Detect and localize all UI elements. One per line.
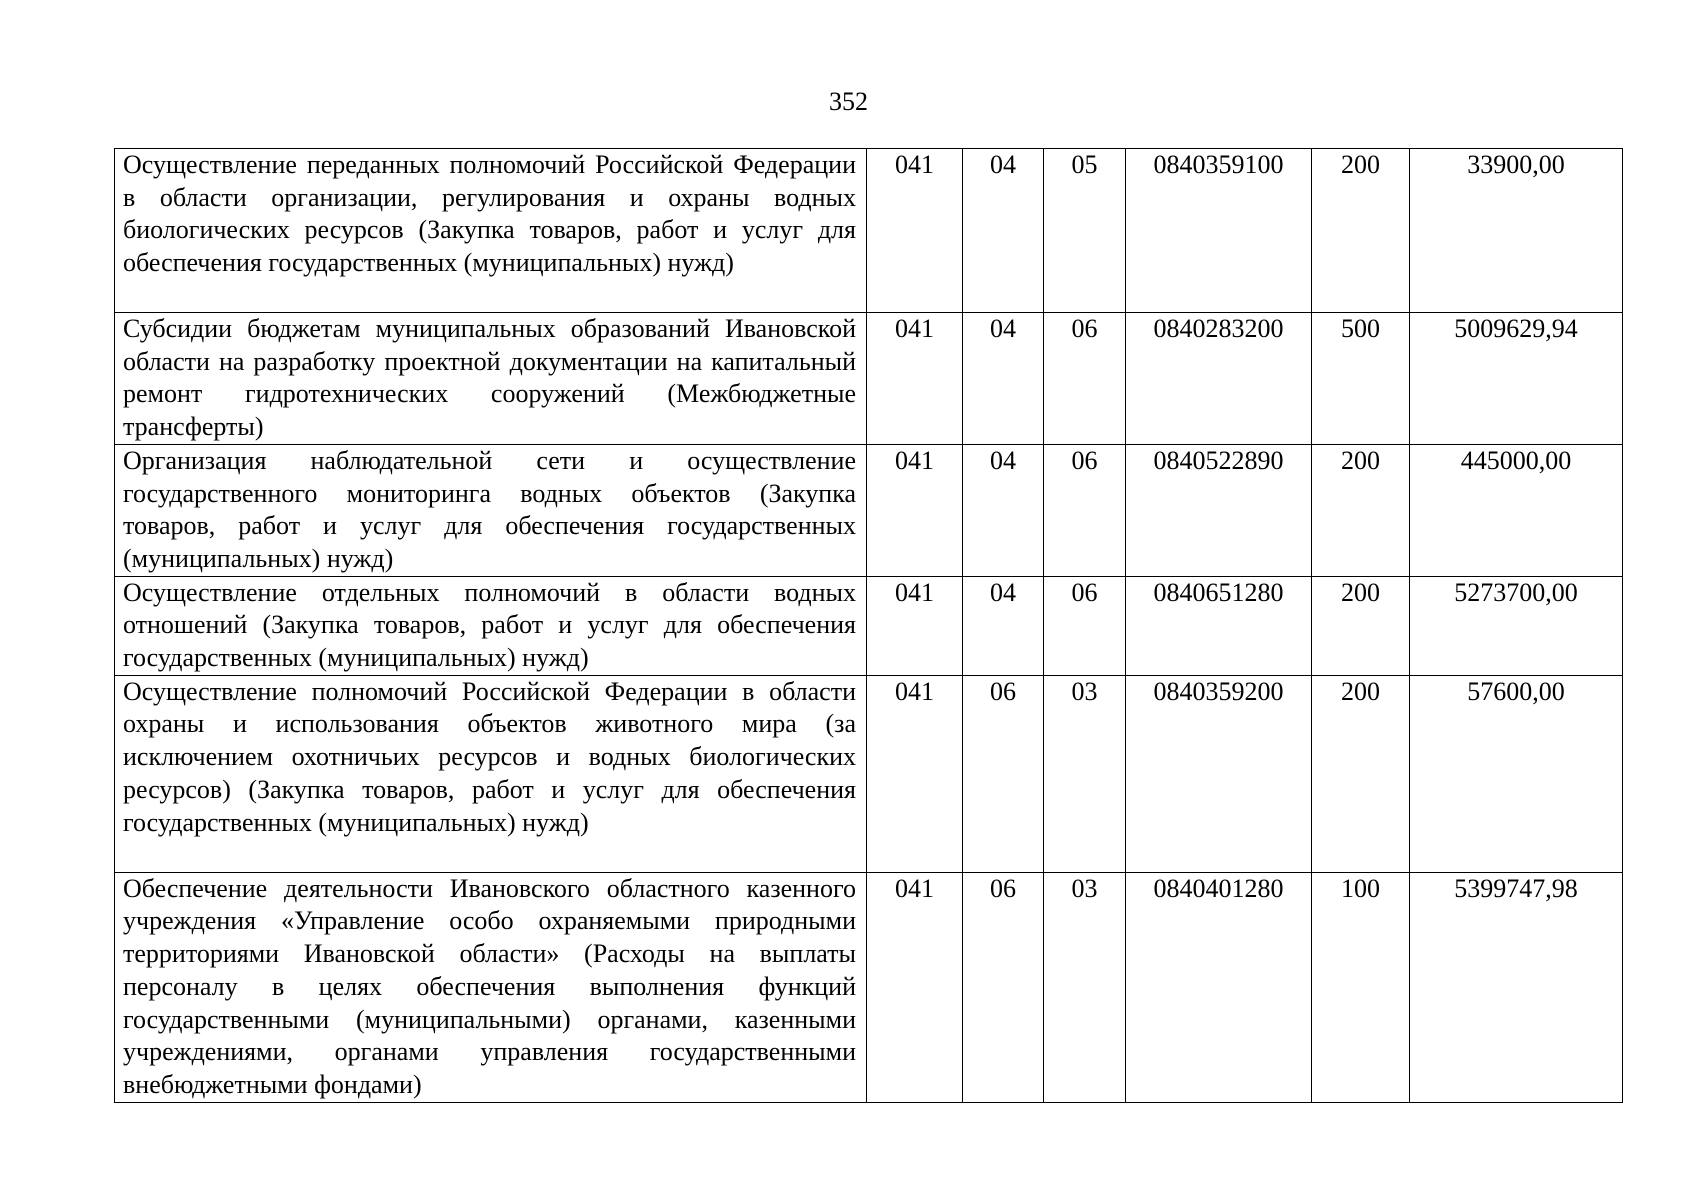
row-grbs-code: 041 — [867, 675, 963, 872]
row-target-article: 0840359200 — [1126, 675, 1312, 872]
row-subsection-code: 03 — [1044, 872, 1126, 1102]
row-target-article: 0840522890 — [1126, 444, 1312, 576]
row-subsection-code: 03 — [1044, 675, 1126, 872]
row-expense-type: 200 — [1312, 675, 1410, 872]
row-section-code: 06 — [963, 872, 1044, 1102]
table-row — [115, 313, 1623, 445]
row-target-article: 0840359100 — [1126, 149, 1312, 313]
row-section-code: 04 — [963, 576, 1044, 675]
row-amount: 57600,00 — [1410, 675, 1623, 872]
row-amount: 33900,00 — [1410, 149, 1623, 313]
row-description: Осуществление отдельных полномочий в области водных отношений (Закупка товаров, работ и услуг для обеспечения государственных (муниципальных) нужд) — [115, 576, 867, 675]
table-row — [115, 149, 1623, 313]
row-description: Осуществление полномочий Российской Федерации в области охраны и использования объектов животного мира (за исключением охотничьих ресурсов и водных биологических ресурсов) (Закупка товаров, работ и услуг для обеспечения государственных (муниципальных) нужд) — [115, 675, 867, 872]
row-amount: 5009629,94 — [1410, 313, 1623, 445]
row-subsection-code: 05 — [1044, 149, 1126, 313]
row-grbs-code: 041 — [867, 444, 963, 576]
row-section-code: 04 — [963, 444, 1044, 576]
budget-table — [114, 148, 1623, 1103]
row-grbs-code: 041 — [867, 149, 963, 313]
row-section-code: 06 — [963, 675, 1044, 872]
table-row — [115, 576, 1623, 675]
page-number: 352 — [829, 87, 868, 116]
row-subsection-code: 06 — [1044, 576, 1126, 675]
row-amount: 445000,00 — [1410, 444, 1623, 576]
row-description: Осуществление переданных полномочий Российской Федерации в области организации, регулирования и охраны водных биологических ресурсов (Закупка товаров, работ и услуг для обеспечения государственных (муниципальных) нужд) — [115, 149, 867, 313]
row-expense-type: 200 — [1312, 149, 1410, 313]
row-subsection-code: 06 — [1044, 313, 1126, 445]
row-grbs-code: 041 — [867, 576, 963, 675]
row-description: Организация наблюдательной сети и осуществление государственного мониторинга водных объектов (Закупка товаров, работ и услуг для обеспечения государственных (муниципальных) нужд) — [115, 444, 867, 576]
row-grbs-code: 041 — [867, 313, 963, 445]
row-target-article: 0840651280 — [1126, 576, 1312, 675]
row-subsection-code: 06 — [1044, 444, 1126, 576]
row-expense-type: 100 — [1312, 872, 1410, 1102]
row-section-code: 04 — [963, 149, 1044, 313]
row-target-article: 0840401280 — [1126, 872, 1312, 1102]
table-body — [115, 149, 1623, 1103]
table-row — [115, 675, 1623, 872]
row-section-code: 04 — [963, 313, 1044, 445]
row-amount: 5399747,98 — [1410, 872, 1623, 1102]
row-grbs-code: 041 — [867, 872, 963, 1102]
table-row — [115, 444, 1623, 576]
row-target-article: 0840283200 — [1126, 313, 1312, 445]
row-description: Субсидии бюджетам муниципальных образований Ивановской области на разработку проектной документации на капитальный ремонт гидротехнических сооружений (Межбюджетные трансферты) — [115, 313, 867, 445]
row-description: Обеспечение деятельности Ивановского областного казенного учреждения «Управление особо охраняемыми природными территориями Ивановской области» (Расходы на выплаты персоналу в целях обеспечения выполнения функций государственными (муниципальными) органами, казенными учреждениями, органами управления государственными внебюджетными фондами) — [115, 872, 867, 1102]
table-row — [115, 872, 1623, 1102]
row-amount: 5273700,00 — [1410, 576, 1623, 675]
row-expense-type: 200 — [1312, 444, 1410, 576]
row-expense-type: 200 — [1312, 576, 1410, 675]
row-expense-type: 500 — [1312, 313, 1410, 445]
